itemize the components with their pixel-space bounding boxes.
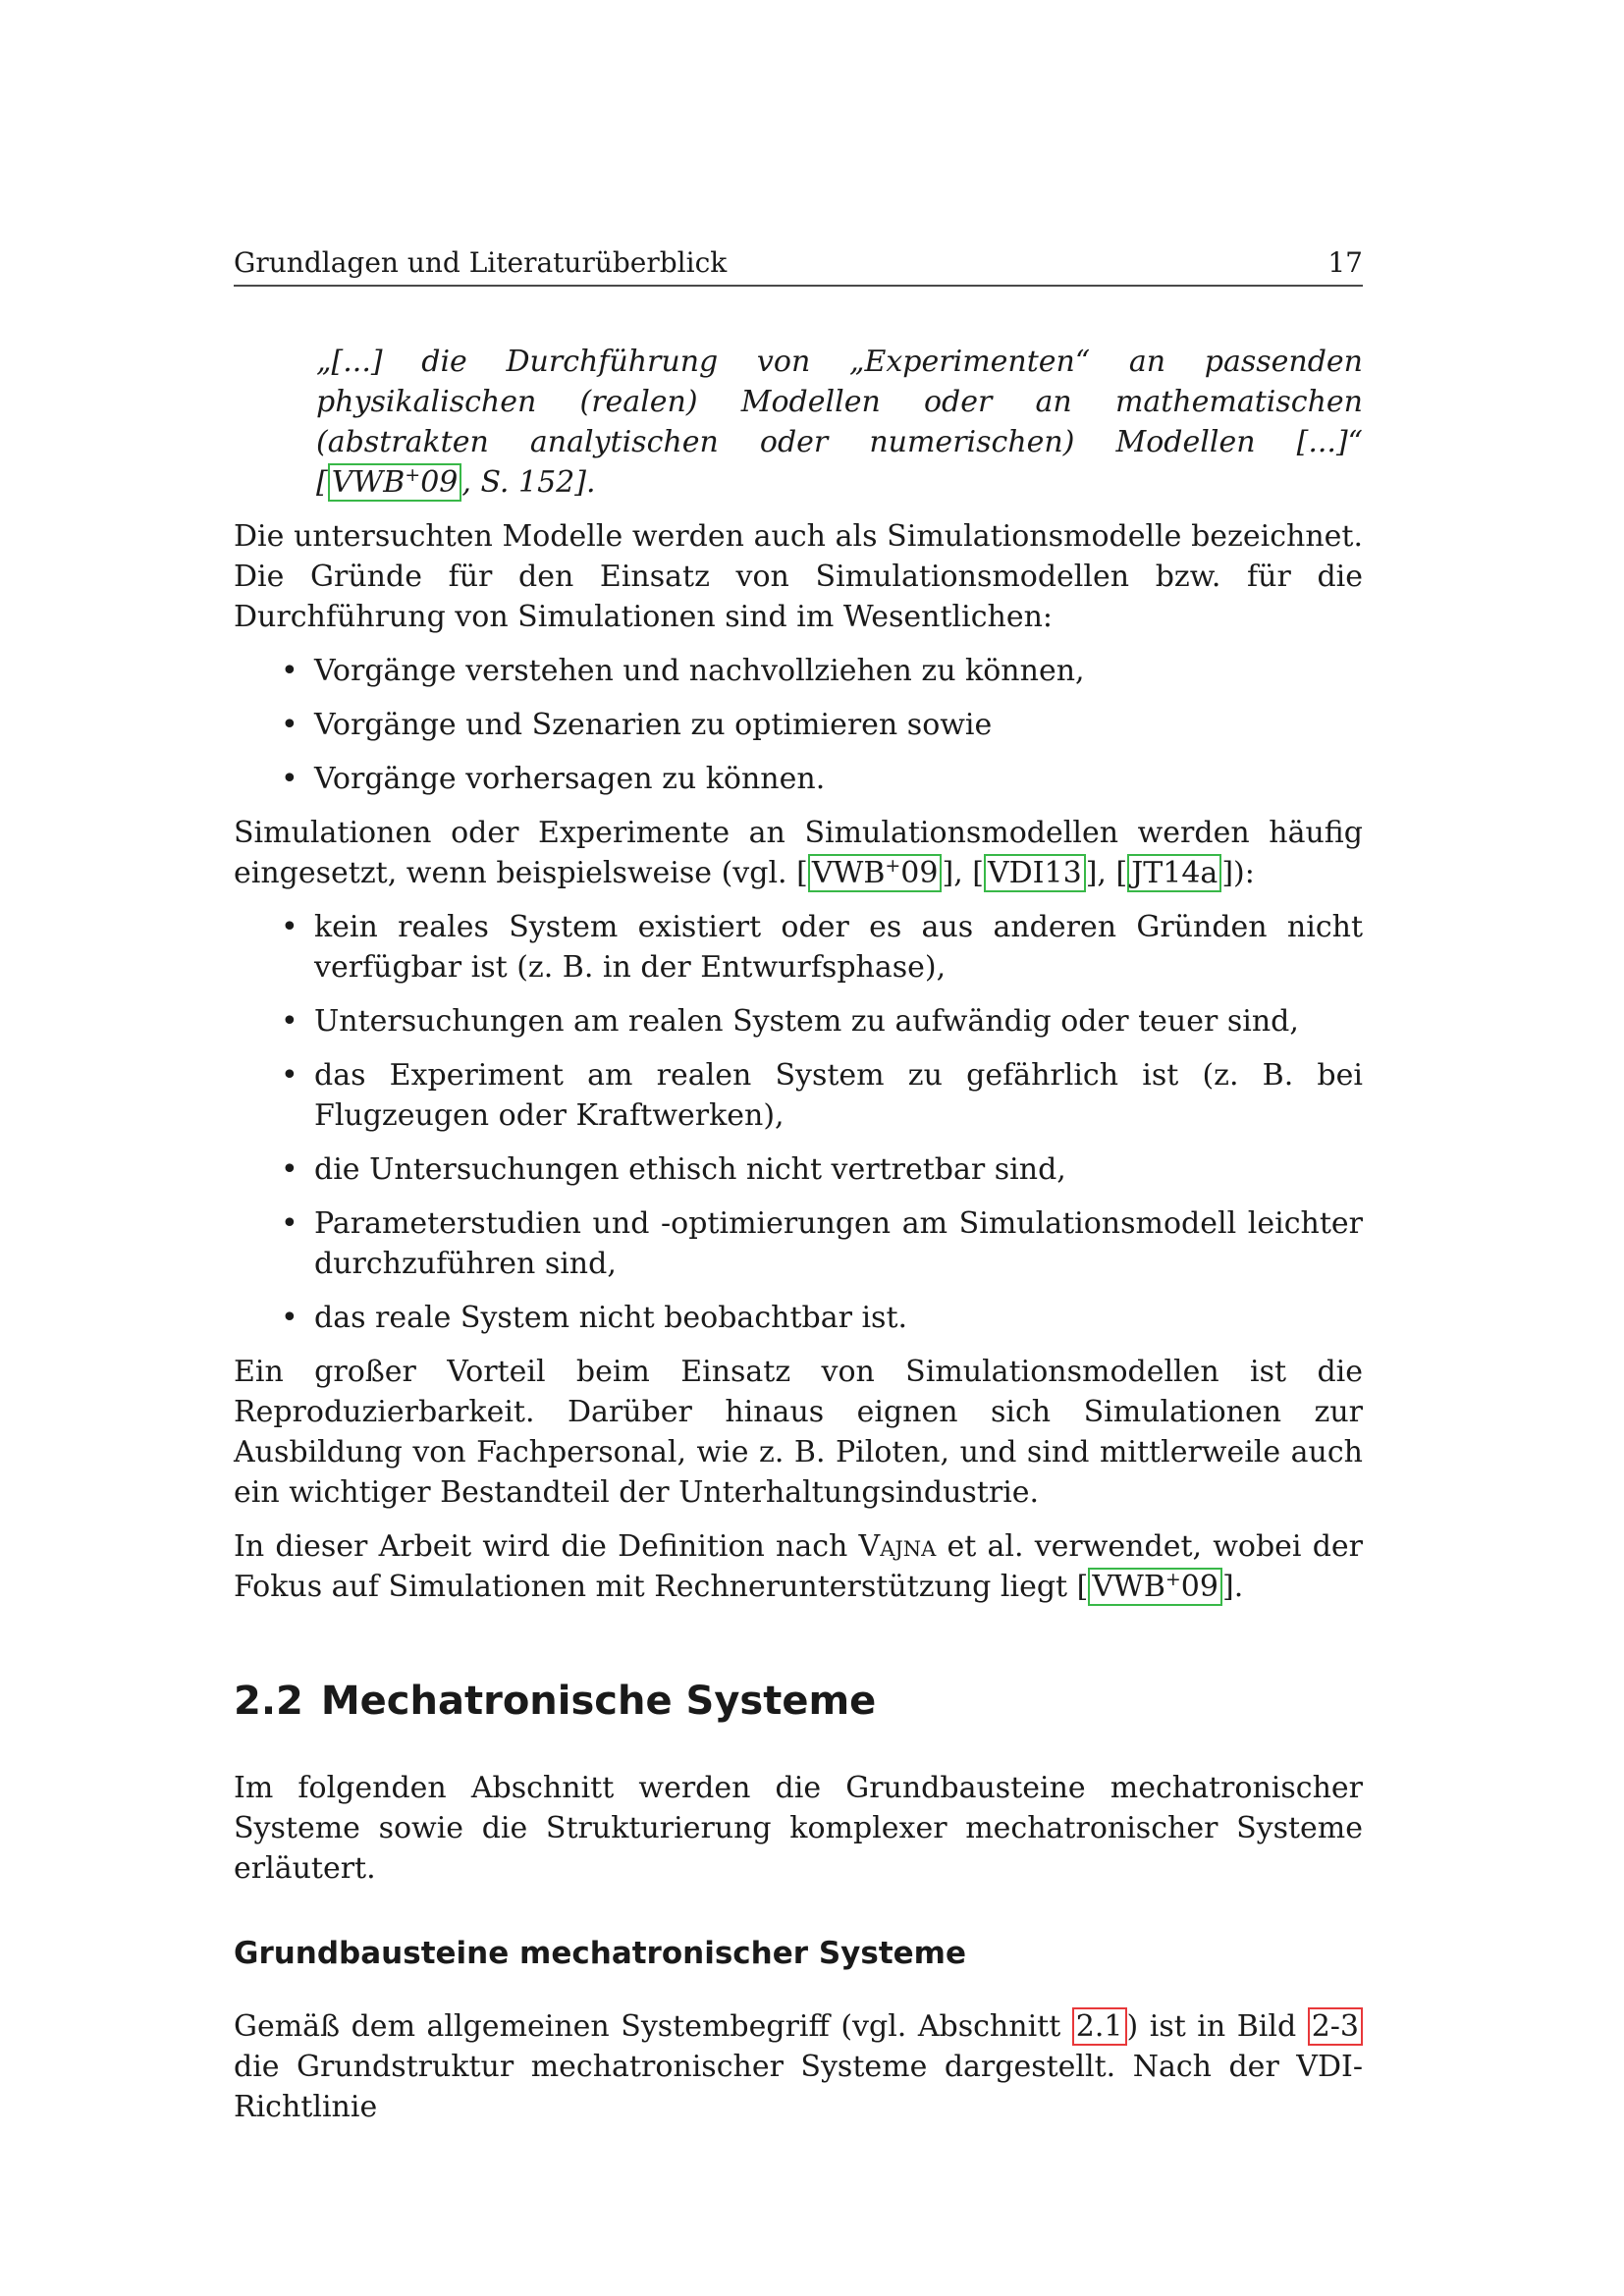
- page-number: 17: [1327, 246, 1363, 279]
- block-quote: [316, 342, 1363, 503]
- list-item: • kein reales System existiert oder es aus anderen Gründen nicht verfügbar ist (z. B. in der Entwurfsphase),: [234, 907, 1363, 988]
- paragraph-definition: In dieser Arbeit wird die Definition nach Vajna et al. verwendet, wobei der Fokus auf Simulationen mit Rechnerunterstützung liegt [ VWB+09 ].: [234, 1529, 1363, 1604]
- paragraph-reproduzierbarkeit: Ein großer Vorteil beim Einsatz von Simulationsmodellen ist die Reproduzierbarkeit. Darüber hinaus eignen sich Simulationen zur Ausbildung von Fachpersonal, wie z. B. Piloten, und sind mittlerweile auch ein wichtiger Bestandteil der Unterhaltungsindustrie.: [234, 1355, 1363, 1510]
- running-header: [234, 247, 1363, 287]
- paragraph-simulationsmodelle: Die untersuchten Modelle werden auch als Simulationsmodelle bezeichnet. Die Gründe für den Einsatz von Simulationsmodellen bzw. für die Durchführung von Simulationen sind im Wesentlichen:: [234, 519, 1363, 634]
- citation-link-vwb09[interactable]: VWB+09: [808, 854, 943, 892]
- bullet-glyph: •: [281, 1206, 298, 1241]
- list-simulation-reasons: [234, 651, 1363, 799]
- bullet-glyph: •: [281, 762, 298, 796]
- list-item: • die Untersuchungen ethisch nicht vertretbar sind,: [234, 1149, 1363, 1190]
- bullet-glyph: •: [281, 708, 298, 742]
- bullet-glyph: •: [281, 1058, 298, 1093]
- header-title: Grundlagen und Literaturüberblick: [234, 246, 728, 279]
- paragraph-section-intro: Im folgenden Abschnitt werden die Grundbausteine mechatronischer Systeme sowie die Strukturierung komplexer mechatronischer Systeme erläutert.: [234, 1771, 1363, 1886]
- section-ref-link[interactable]: 2.1: [1072, 2007, 1127, 2046]
- quote-citation: [ VWB+09 , S. 152].: [316, 464, 596, 500]
- citation-link-vdi13[interactable]: VDI13: [984, 854, 1086, 892]
- citation-link-jt14a[interactable]: JT14a: [1127, 854, 1221, 892]
- list-item: • Vorgänge verstehen und nachvollziehen zu können,: [234, 651, 1363, 691]
- list-item: • Untersuchungen am realen System zu aufwändig oder teuer sind,: [234, 1001, 1363, 1041]
- figure-ref-link[interactable]: 2-3: [1308, 2007, 1363, 2046]
- list-item: • das reale System nicht beobachtbar ist.: [234, 1298, 1363, 1338]
- section-heading: [234, 1678, 1363, 1725]
- body-text: [234, 342, 1363, 2141]
- citation-link-vwb09[interactable]: VWB+09: [328, 463, 462, 502]
- bullet-glyph: •: [281, 654, 298, 688]
- quote-text: „[...] die Durchführung von „Experimenten“ an passenden physikalischen (realen) Modellen oder an mathematischen (abstrakten analytischen oder numerischen) Modellen [...]“: [316, 345, 1363, 459]
- list-usage-conditions: [234, 907, 1363, 1338]
- bullet-glyph: •: [281, 1301, 298, 1335]
- paragraph-grundstruktur: Gemäß dem allgemeinen Systembegriff (vgl. Abschnitt 2.1 ) ist in Bild 2-3 die Grundstruktur mechatronischer Systeme dargestellt. Nach der VDI-Richtlinie: [234, 2009, 1363, 2124]
- author-name: Vajna: [858, 1529, 937, 1564]
- subsection-heading: Grundbausteine mechatronischer Systeme: [234, 1936, 966, 1971]
- bullet-glyph: •: [281, 910, 298, 944]
- bullet-glyph: •: [281, 1152, 298, 1187]
- section-title: Mechatronische Systeme: [320, 1679, 877, 1724]
- bullet-glyph: •: [281, 1004, 298, 1039]
- section-number: 2.2: [234, 1679, 303, 1724]
- list-item: • Vorgänge und Szenarien zu optimieren sowie: [234, 705, 1363, 745]
- list-item: • Vorgänge vorhersagen zu können.: [234, 759, 1363, 799]
- list-item: • Parameterstudien und -optimierungen am Simulationsmodell leichter durchzuführen sind,: [234, 1203, 1363, 1284]
- citation-link-vwb09[interactable]: VWB+09: [1088, 1568, 1222, 1606]
- paragraph-usage-conditions: Simulationen oder Experimente an Simulationsmodellen werden häufig eingesetzt, wenn beispielsweise (vgl. [ VWB+09 ], [ VDI13 ], [ JT14a ]):: [234, 816, 1363, 890]
- list-item: • das Experiment am realen System zu gefährlich ist (z. B. bei Flugzeugen oder Kraftwerken),: [234, 1055, 1363, 1136]
